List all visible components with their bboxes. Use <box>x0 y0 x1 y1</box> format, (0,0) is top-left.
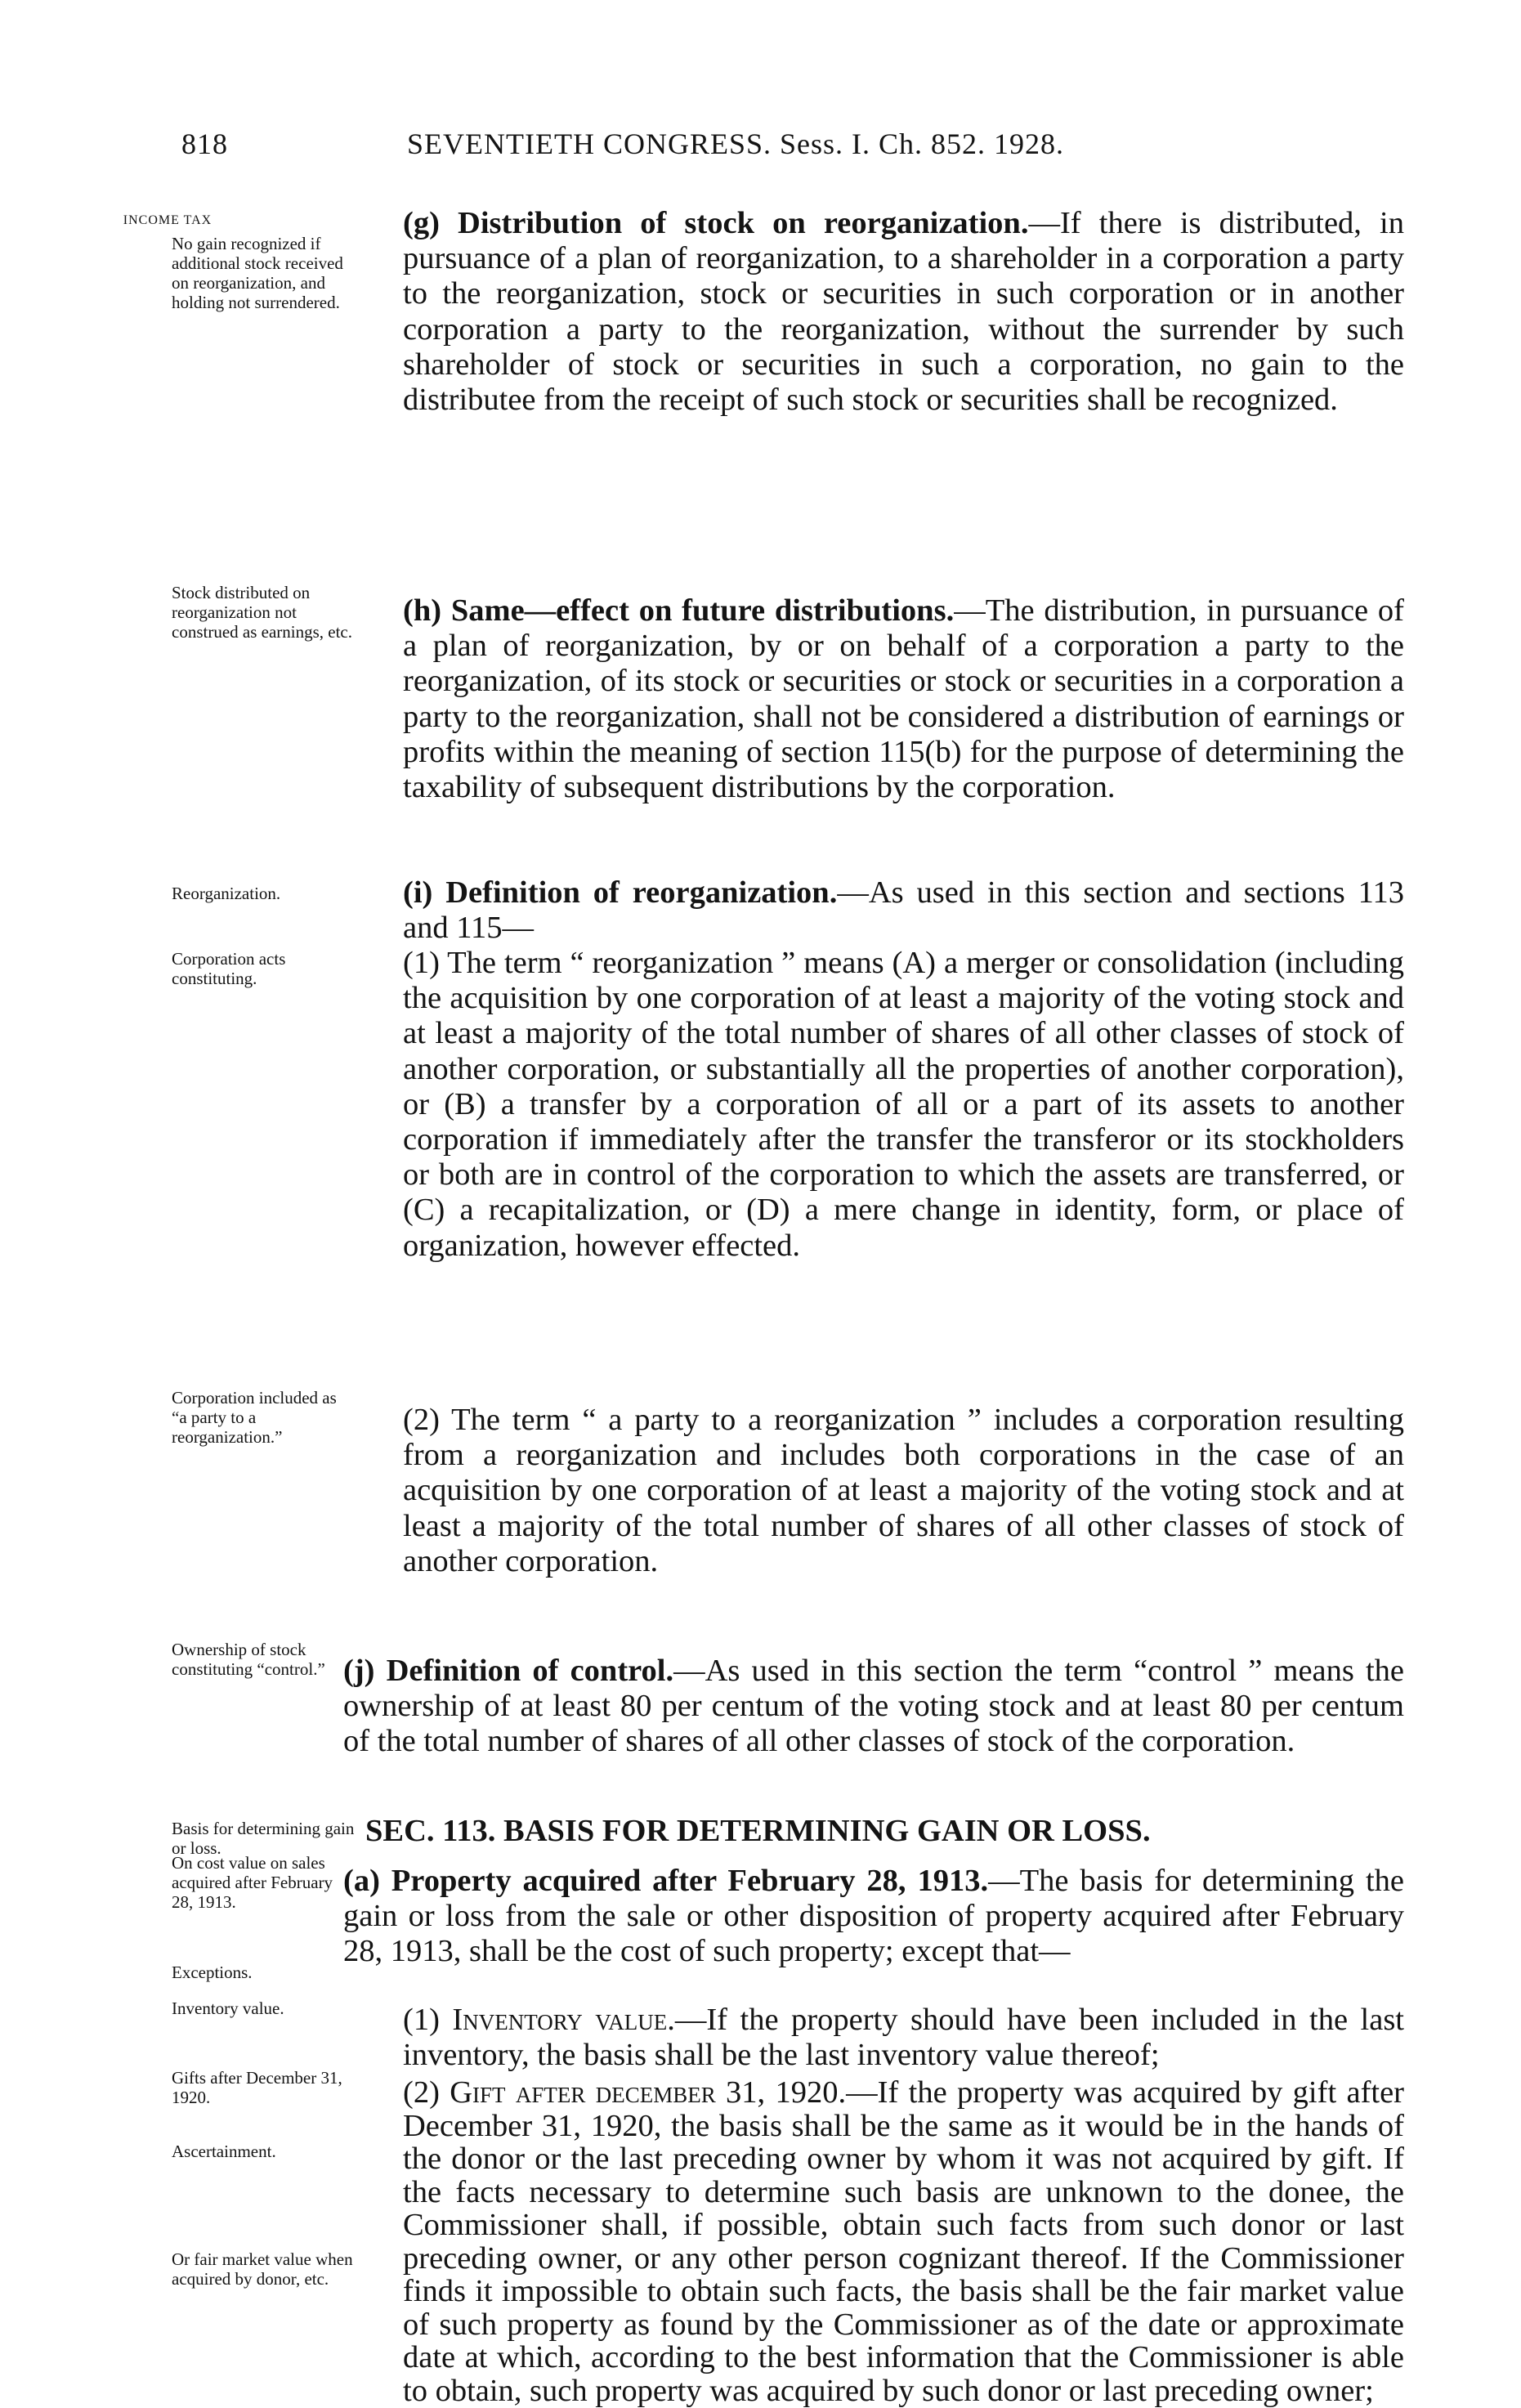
section-h-text: —The distribution, in pursuance of a plan of reorganization, by or on behalf of a corporation a party to the reorganization, of its stock or securities or stock or securities in a corporation a party to the reorganization, shall not be considered a distribution of earnings or profits within the meaning of section 115(b) for the purpose of determining the taxability of subsequent distributions by the corporation. <box>403 593 1404 805</box>
margin-inventory: Inventory value. <box>172 1998 284 2018</box>
section-i-heading: (i) Definition of reorganization. <box>403 875 838 910</box>
section-j <box>343 1654 1404 1760</box>
section-i2 <box>403 1403 1404 1579</box>
margin-stock-distributed: Stock distributed on reorganization not construed as earnings, etc. <box>172 583 353 642</box>
section-j-text: —As used in this section the term “control ” means the ownership of at least 80 per centum of the voting stock and at least 80 per centum of the total number of shares of all other classes of stock of the corporation. <box>343 1654 1405 1759</box>
section-a1 <box>403 2003 1404 2073</box>
section-h-heading: (h) Same—effect on future distributions. <box>403 593 955 628</box>
section-i <box>403 875 1404 946</box>
section-g-text: —If there is distributed, in pursuance of a plan of reorganization, to a shareholder in a corporation a party to the reorganization, stock or securities in such corporation or in another corporation a party to the reorganization, without the surrender by such shareholder of stock or securities in such a corporation, no gain to the distributee from the receipt of such stock or securities shall be recognized. <box>403 206 1405 418</box>
margin-ascertainment: Ascertainment. <box>172 2142 276 2161</box>
section-h <box>403 593 1404 805</box>
margin-fair-market: Or fair market value when acquired by donor, etc. <box>172 2249 353 2289</box>
section-a1-label: (1) Inventory value. <box>403 2003 675 2037</box>
section-a-heading: (a) Property acquired after February 28, 1913. <box>343 1864 989 1898</box>
sec113-heading <box>365 1814 1346 1849</box>
page-header <box>0 127 1521 176</box>
margin-income-tax: INCOME TAX <box>123 213 212 227</box>
section-g-heading: (g) Distribution of stock on reorganization. <box>403 206 1029 240</box>
margin-ownership: Ownership of stock constituting “control.” <box>172 1640 325 1679</box>
margin-corporation-acts: Corporation acts constituting. <box>172 949 286 988</box>
section-a2-label: (2) Gift after december 31, 1920. <box>403 2075 847 2110</box>
running-title: SEVENTIETH CONGRESS. Sess. I. Ch. 852. 1928. <box>407 128 1065 160</box>
margin-on-cost: On cost value on sales acquired after February 28, 1913. <box>172 1853 333 1912</box>
margin-reorganization: Reorganization. <box>172 884 281 903</box>
sec113-heading-text: SEC. 113. BASIS FOR DETERMINING GAIN OR LOSS. <box>365 1814 1151 1848</box>
margin-exceptions: Exceptions. <box>172 1963 253 1982</box>
section-j-heading: (j) Definition of control. <box>343 1654 674 1688</box>
margin-basis: Basis for determining gain or loss. <box>172 1819 355 1858</box>
margin-corporation-included: Corporation included as “a party to a reorganization.” <box>172 1388 337 1447</box>
section-i1 <box>403 946 1404 1264</box>
section-i1-text: (1) The term “ reorganization ” means (A) a merger or consolidation (including the acquisition by one corporation of at least a majority of the voting stock and at least a majority of the total number of shares of all other classes of stock of another corporation, or substantially all the properties of another corporation), or (B) a transfer by a corporation of all or a part of its assets to another corporation if immediately after the transfer the transferor or its stockholders or both are in control of the corporation to which the assets are transferred, or (C) a recapitalization, or (D) a mere change in identity, form, or place of organization, however effected. <box>403 946 1404 1263</box>
section-i2-text: (2) The term “ a party to a reorganization ” includes a corporation resulting from a reorganization and includes both corporations in the case of an acquisition by one corporation of at least a majority of the voting stock and at least a majority of the total number of shares of all other classes of stock of another corporation. <box>403 1403 1404 1578</box>
section-a1-text: —If the property should have been included in the last inventory, the basis shall be the last inventory value thereof; <box>403 2003 1404 2073</box>
margin-gifts: Gifts after December 31, 1920. <box>172 2068 342 2107</box>
section-i-text: —As used in this section and sections 113 and 115— <box>403 875 1404 946</box>
section-a <box>343 1864 1404 1970</box>
section-g <box>403 206 1404 418</box>
section-a-text: —The basis for determining the gain or loss from the sale or other disposition of property acquired after February 28, 1913, shall be the cost of such property; except that— <box>343 1864 1404 1969</box>
section-a2-text: —If the property was acquired by gift after December 31, 1920, the basis shall be the same as it would be in the hands of the donor or the last preceding owner by whom it was not acquired by gift. If the facts necessary to determine such basis are unknown to the donee, the Commissioner shall, if possible, obtain such facts from such donor or last preceding owner, or any other person cognizant thereof. If the Commissioner finds it impossible to obtain such facts, the basis shall be the fair market value of such property as found by the Commissioner as of the date or approximate date at which, according to the best information that the Commissioner is able to obtain, such property was acquired by such donor or last preceding owner; <box>403 2075 1404 2408</box>
margin-no-gain: No gain recognized if additional stock received on reorganization, and holding not surrendered. <box>172 234 343 312</box>
page-number: 818 <box>181 128 228 160</box>
section-a2 <box>403 2076 1404 2407</box>
